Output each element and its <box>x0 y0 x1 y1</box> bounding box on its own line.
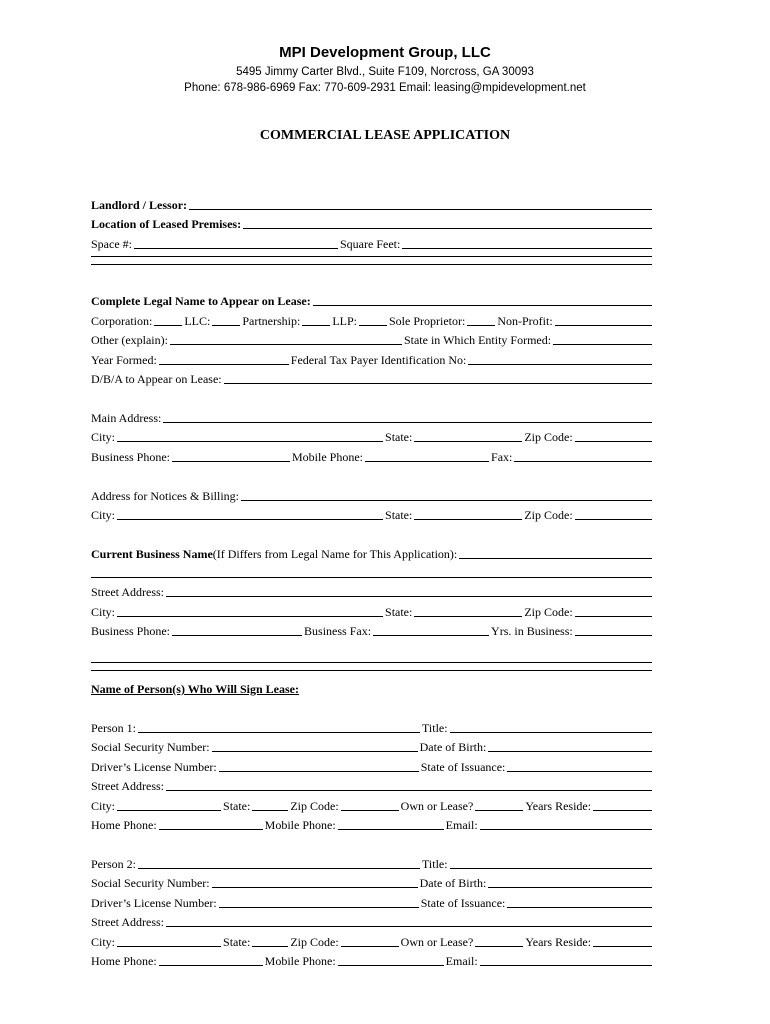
person2-street-row <box>91 911 654 929</box>
person2-years-reside-field[interactable] <box>593 935 652 947</box>
square-feet-field[interactable] <box>402 237 652 249</box>
current-zip-field[interactable] <box>575 605 652 617</box>
person1-state-label: State: <box>223 799 251 813</box>
person2-dl-row <box>91 892 654 910</box>
person2-state-label: State: <box>223 935 251 949</box>
person1-state-issuance-label: State of Issuance: <box>420 760 506 774</box>
person1-dl-row <box>91 756 654 774</box>
person1-street-label: Street Address: <box>91 779 164 793</box>
current-business-field-line2[interactable] <box>91 566 652 578</box>
section-divider <box>91 256 652 265</box>
business-phone-label: Business Phone: <box>91 450 171 464</box>
main-address-row <box>91 407 654 425</box>
legal-name-field[interactable] <box>313 294 652 306</box>
corporation-field[interactable] <box>154 314 182 326</box>
main-address-label: Main Address: <box>91 411 162 425</box>
person2-ssn-row <box>91 872 654 890</box>
space-row <box>91 233 654 251</box>
person1-zip-field[interactable] <box>341 799 399 811</box>
person1-mobile-phone-label: Mobile Phone: <box>264 818 336 832</box>
location-label: Location of Leased Premises: <box>91 217 242 231</box>
current-business-phone-field[interactable] <box>172 624 302 636</box>
person2-years-reside-label: Years Reside: <box>525 935 592 949</box>
current-street-field[interactable] <box>166 585 652 597</box>
person1-dl-label: Driver’s License Number: <box>91 760 217 774</box>
person2-title-label: Title: <box>422 857 448 871</box>
entity-type-row <box>91 310 654 328</box>
fed-tax-id-field[interactable] <box>468 353 652 365</box>
person2-ssn-field[interactable] <box>212 876 418 888</box>
notices-city-label: City: <box>91 508 116 522</box>
person1-label: Person 1: <box>91 721 136 735</box>
person1-state-issuance-field[interactable] <box>507 760 652 772</box>
main-address-field[interactable] <box>163 411 652 423</box>
year-formed-row <box>91 349 654 367</box>
person2-city-row <box>91 931 654 949</box>
current-zip-label: Zip Code: <box>524 605 573 619</box>
person2-dl-label: Driver’s License Number: <box>91 896 217 910</box>
corporation-label: Corporation: <box>91 314 153 328</box>
person1-ssn-row <box>91 736 654 754</box>
person2-home-phone-field[interactable] <box>159 954 263 966</box>
person1-city-field[interactable] <box>117 799 221 811</box>
notices-address-label: Address for Notices & Billing: <box>91 489 239 503</box>
person1-zip-label: Zip Code: <box>290 799 339 813</box>
current-business-label: Current Business Name <box>91 547 213 561</box>
sole-proprietor-label: Sole Proprietor: <box>389 314 466 328</box>
current-state-field[interactable] <box>414 605 522 617</box>
non-profit-field[interactable] <box>555 314 652 326</box>
person2-zip-label: Zip Code: <box>290 935 339 949</box>
person1-home-phone-label: Home Phone: <box>91 818 157 832</box>
notices-address-row <box>91 485 654 503</box>
current-business-continuation-row <box>91 562 654 580</box>
person2-dob-field[interactable] <box>488 876 652 888</box>
notices-zip-field[interactable] <box>575 508 652 520</box>
current-business-phone-label: Business Phone: <box>91 624 171 638</box>
current-business-fax-field[interactable] <box>373 624 489 636</box>
person2-city-label: City: <box>91 935 116 949</box>
person2-state-issuance-field[interactable] <box>507 896 652 908</box>
current-street-row <box>91 581 654 599</box>
signers-heading: Name of Person(s) Who Will Sign Lease: <box>91 682 300 696</box>
city-field[interactable] <box>117 430 383 442</box>
person1-years-reside-label: Years Reside: <box>525 799 592 813</box>
current-city-label: City: <box>91 605 116 619</box>
person1-street-row <box>91 775 654 793</box>
company-name: MPI Development Group, LLC <box>279 44 491 61</box>
person2-dl-field[interactable] <box>219 896 419 908</box>
person2-mobile-phone-field[interactable] <box>338 954 444 966</box>
person2-street-field[interactable] <box>166 915 652 927</box>
person1-name-row <box>91 717 654 735</box>
mobile-phone-label: Mobile Phone: <box>292 450 364 464</box>
person1-phone-row <box>91 814 654 832</box>
llp-label: LLP: <box>332 314 357 328</box>
person2-title-field[interactable] <box>450 857 652 869</box>
person2-phone-row <box>91 950 654 968</box>
person1-home-phone-field[interactable] <box>159 818 263 830</box>
person2-own-lease-label: Own or Lease? <box>400 935 474 949</box>
location-row <box>91 213 654 231</box>
state-field[interactable] <box>414 430 522 442</box>
person1-city-label: City: <box>91 799 116 813</box>
person1-email-label: Email: <box>445 818 478 832</box>
company-address: 5495 Jimmy Carter Blvd., Suite F109, Norcross, GA 30093 <box>236 66 534 78</box>
person2-dob-label: Date of Birth: <box>419 876 487 890</box>
llc-field[interactable] <box>212 314 240 326</box>
main-city-row <box>91 426 654 444</box>
fed-tax-id-label: Federal Tax Payer Identification No: <box>290 353 467 367</box>
person1-title-label: Title: <box>422 721 448 735</box>
notices-state-field[interactable] <box>414 508 522 520</box>
dba-field[interactable] <box>224 372 652 384</box>
current-city-field[interactable] <box>117 605 383 617</box>
person2-ssn-label: Social Security Number: <box>91 876 210 890</box>
space-label: Space #: <box>91 237 132 251</box>
fax-field[interactable] <box>514 450 652 462</box>
notices-city-row <box>91 504 654 522</box>
person2-home-phone-label: Home Phone: <box>91 954 157 968</box>
other-row <box>91 329 654 347</box>
person1-own-lease-field[interactable] <box>475 799 523 811</box>
person1-years-reside-field[interactable] <box>593 799 652 811</box>
current-business-field[interactable] <box>459 547 652 559</box>
notices-address-field[interactable] <box>241 489 652 501</box>
main-phone-row <box>91 446 654 464</box>
zip-field[interactable] <box>575 430 652 442</box>
state-label: State: <box>385 430 413 444</box>
person1-own-lease-label: Own or Lease? <box>400 799 474 813</box>
person2-street-label: Street Address: <box>91 915 164 929</box>
person2-zip-field[interactable] <box>341 935 399 947</box>
state-entity-field[interactable] <box>553 333 652 345</box>
person1-city-row <box>91 795 654 813</box>
other-field[interactable] <box>170 333 402 345</box>
location-field[interactable] <box>243 217 652 229</box>
mobile-phone-field[interactable] <box>365 450 489 462</box>
sole-proprietor-field[interactable] <box>467 314 495 326</box>
non-profit-label: Non-Profit: <box>497 314 553 328</box>
person2-name-row <box>91 853 654 871</box>
company-contact: Phone: 678-986-6969 Fax: 770-609-2931 Email: leasing@mpidevelopment.net <box>184 82 586 94</box>
years-in-business-label: Yrs. in Business: <box>491 624 573 638</box>
business-phone-field[interactable] <box>172 450 290 462</box>
dba-label: D/B/A to Appear on Lease: <box>91 372 222 386</box>
person2-state-issuance-label: State of Issuance: <box>420 896 506 910</box>
person2-city-field[interactable] <box>117 935 221 947</box>
person1-dl-field[interactable] <box>219 760 419 772</box>
person1-ssn-field[interactable] <box>212 740 418 752</box>
current-business-row <box>91 543 654 561</box>
landlord-row <box>91 194 654 212</box>
state-entity-label: State in Which Entity Formed: <box>403 333 552 347</box>
year-formed-field[interactable] <box>159 353 289 365</box>
city-label: City: <box>91 430 116 444</box>
person2-name-field[interactable] <box>138 857 420 869</box>
person1-street-field[interactable] <box>166 779 652 791</box>
fax-label: Fax: <box>491 450 513 464</box>
person2-state-field[interactable] <box>252 935 288 947</box>
person2-email-label: Email: <box>445 954 478 968</box>
llc-label: LLC: <box>184 314 211 328</box>
person2-label: Person 2: <box>91 857 136 871</box>
years-in-business-field[interactable] <box>575 624 652 636</box>
current-business-note: (If Differs from Legal Name for This Application): <box>212 547 458 561</box>
current-business-fax-label: Business Fax: <box>304 624 372 638</box>
current-state-label: State: <box>385 605 413 619</box>
person1-name-field[interactable] <box>138 721 420 733</box>
person1-title-field[interactable] <box>450 721 652 733</box>
dba-row <box>91 368 654 386</box>
zip-label: Zip Code: <box>524 430 573 444</box>
current-street-label: Street Address: <box>91 585 164 599</box>
partnership-field[interactable] <box>302 314 330 326</box>
legal-name-row <box>91 290 654 308</box>
notices-city-field[interactable] <box>117 508 383 520</box>
space-field[interactable] <box>134 237 338 249</box>
partnership-label: Partnership: <box>242 314 301 328</box>
year-formed-label: Year Formed: <box>91 353 157 367</box>
signers-heading-row <box>91 678 654 696</box>
person1-mobile-phone-field[interactable] <box>338 818 444 830</box>
legal-name-label: Complete Legal Name to Appear on Lease: <box>91 294 311 308</box>
document-title: COMMERCIAL LEASE APPLICATION <box>259 128 511 143</box>
person2-mobile-phone-label: Mobile Phone: <box>264 954 336 968</box>
current-phone-row <box>91 620 654 638</box>
section-divider <box>91 662 652 671</box>
square-feet-label: Square Feet: <box>340 237 401 251</box>
notices-zip-label: Zip Code: <box>524 508 573 522</box>
current-city-row <box>91 601 654 619</box>
landlord-label: Landlord / Lessor: <box>91 198 188 212</box>
other-label: Other (explain): <box>91 333 168 347</box>
llp-field[interactable] <box>359 314 387 326</box>
person1-email-field[interactable] <box>480 818 652 830</box>
landlord-field[interactable] <box>189 198 652 210</box>
person1-state-field[interactable] <box>252 799 288 811</box>
notices-state-label: State: <box>385 508 413 522</box>
person2-email-field[interactable] <box>480 954 652 966</box>
person1-dob-label: Date of Birth: <box>419 740 487 754</box>
person1-dob-field[interactable] <box>488 740 652 752</box>
person2-own-lease-field[interactable] <box>475 935 523 947</box>
person1-ssn-label: Social Security Number: <box>91 740 210 754</box>
